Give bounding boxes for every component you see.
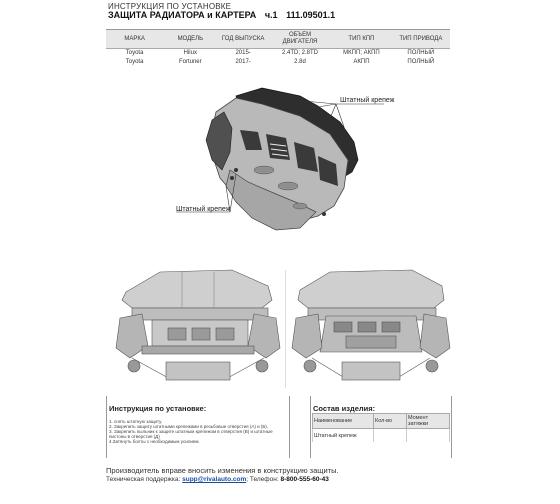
instructions-title: Инструкция по установке: — [109, 404, 207, 413]
spec-col-gearbox: ТИП КПП — [331, 30, 391, 49]
view-divider — [285, 270, 286, 388]
callout-fastener-top: Штатный крепеж — [340, 97, 395, 104]
phone-label: ; Телефон: — [246, 476, 279, 483]
spec-col-year: ГОД ВЫПУСКА — [217, 30, 268, 49]
comp-cell: Штатный крепеж — [313, 429, 374, 443]
spec-cell: МКПП; АКПП — [343, 50, 380, 56]
support-email-link[interactable]: supp@rivalauto.com — [182, 476, 247, 483]
underbody-view-right — [290, 262, 452, 390]
spec-cell: ПОЛНЫЙ — [407, 50, 435, 56]
instructions-steps — [107, 419, 289, 444]
spec-cell: Toyota — [125, 59, 144, 65]
callout-fastener-bottom: Штатный крепеж — [176, 206, 231, 213]
instruction-step: 4.Затянуть болты с необходимым усилием. — [109, 439, 200, 444]
doc-subtitle: ИНСТРУКЦИЯ ПО УСТАНОВКЕ — [108, 2, 232, 11]
footer-disclaimer: Производитель вправе вносить изменения в конструкцию защиты. — [106, 466, 339, 475]
spec-cell: Hilux — [183, 50, 197, 56]
comp-cell — [407, 429, 450, 443]
comp-col-torque: Момент затяжки — [407, 414, 450, 429]
composition-header-row — [313, 414, 450, 429]
spec-col-engine: ОБЪЕМ ДВИГАТЕЛЯ — [269, 30, 331, 49]
comp-col-name: Наименование — [313, 414, 374, 429]
footer-support — [106, 476, 329, 483]
composition-row — [313, 429, 450, 443]
doc-version: ч.1 — [264, 10, 278, 20]
composition-title: Состав изделия: — [313, 404, 376, 413]
spec-cell: 2017- — [235, 59, 251, 65]
spec-col-model: МОДЕЛЬ — [163, 30, 217, 49]
spec-cell: Fortuner — [178, 59, 202, 65]
spec-col-drive: ТИП ПРИВОДА — [392, 30, 450, 49]
spec-cell: 2.4TD; 2.8TD — [282, 50, 319, 56]
comp-col-qty: Кол-во — [374, 414, 407, 429]
underbody-view-left — [112, 262, 284, 390]
spec-cell: АКПП — [353, 59, 370, 65]
instructions-panel — [106, 396, 290, 458]
support-label: Техническая поддержка: — [106, 476, 181, 483]
instruction-step: пистоны в отверстия (Д) — [109, 434, 160, 439]
instruction-step: 2. Закрепить защиту штатными крепежами в резьбовые отверстия (А) и (Б). — [109, 424, 269, 429]
composition-table — [312, 413, 450, 442]
spec-cell: Toyota — [125, 50, 144, 56]
spec-col-brand: МАРКА — [106, 30, 163, 49]
comp-cell — [374, 429, 407, 443]
doc-title-text: ЗАЩИТА РАДИАТОРА и КАРТЕРА — [108, 10, 257, 20]
instruction-step: 3. Закрепить пыльник к защите штатным крепежом в отверстия (В) и штатные — [109, 429, 273, 434]
spec-cell: 2015- — [235, 50, 251, 56]
doc-code: 111.09501.1 — [286, 10, 336, 20]
instruction-step: 1. снять штатную защиту. — [109, 419, 163, 424]
spec-cell: 2.8d — [294, 59, 306, 65]
support-phone: 8-800-555-60-43 — [280, 476, 329, 483]
spec-cell: ПОЛНЫЙ — [407, 59, 435, 65]
